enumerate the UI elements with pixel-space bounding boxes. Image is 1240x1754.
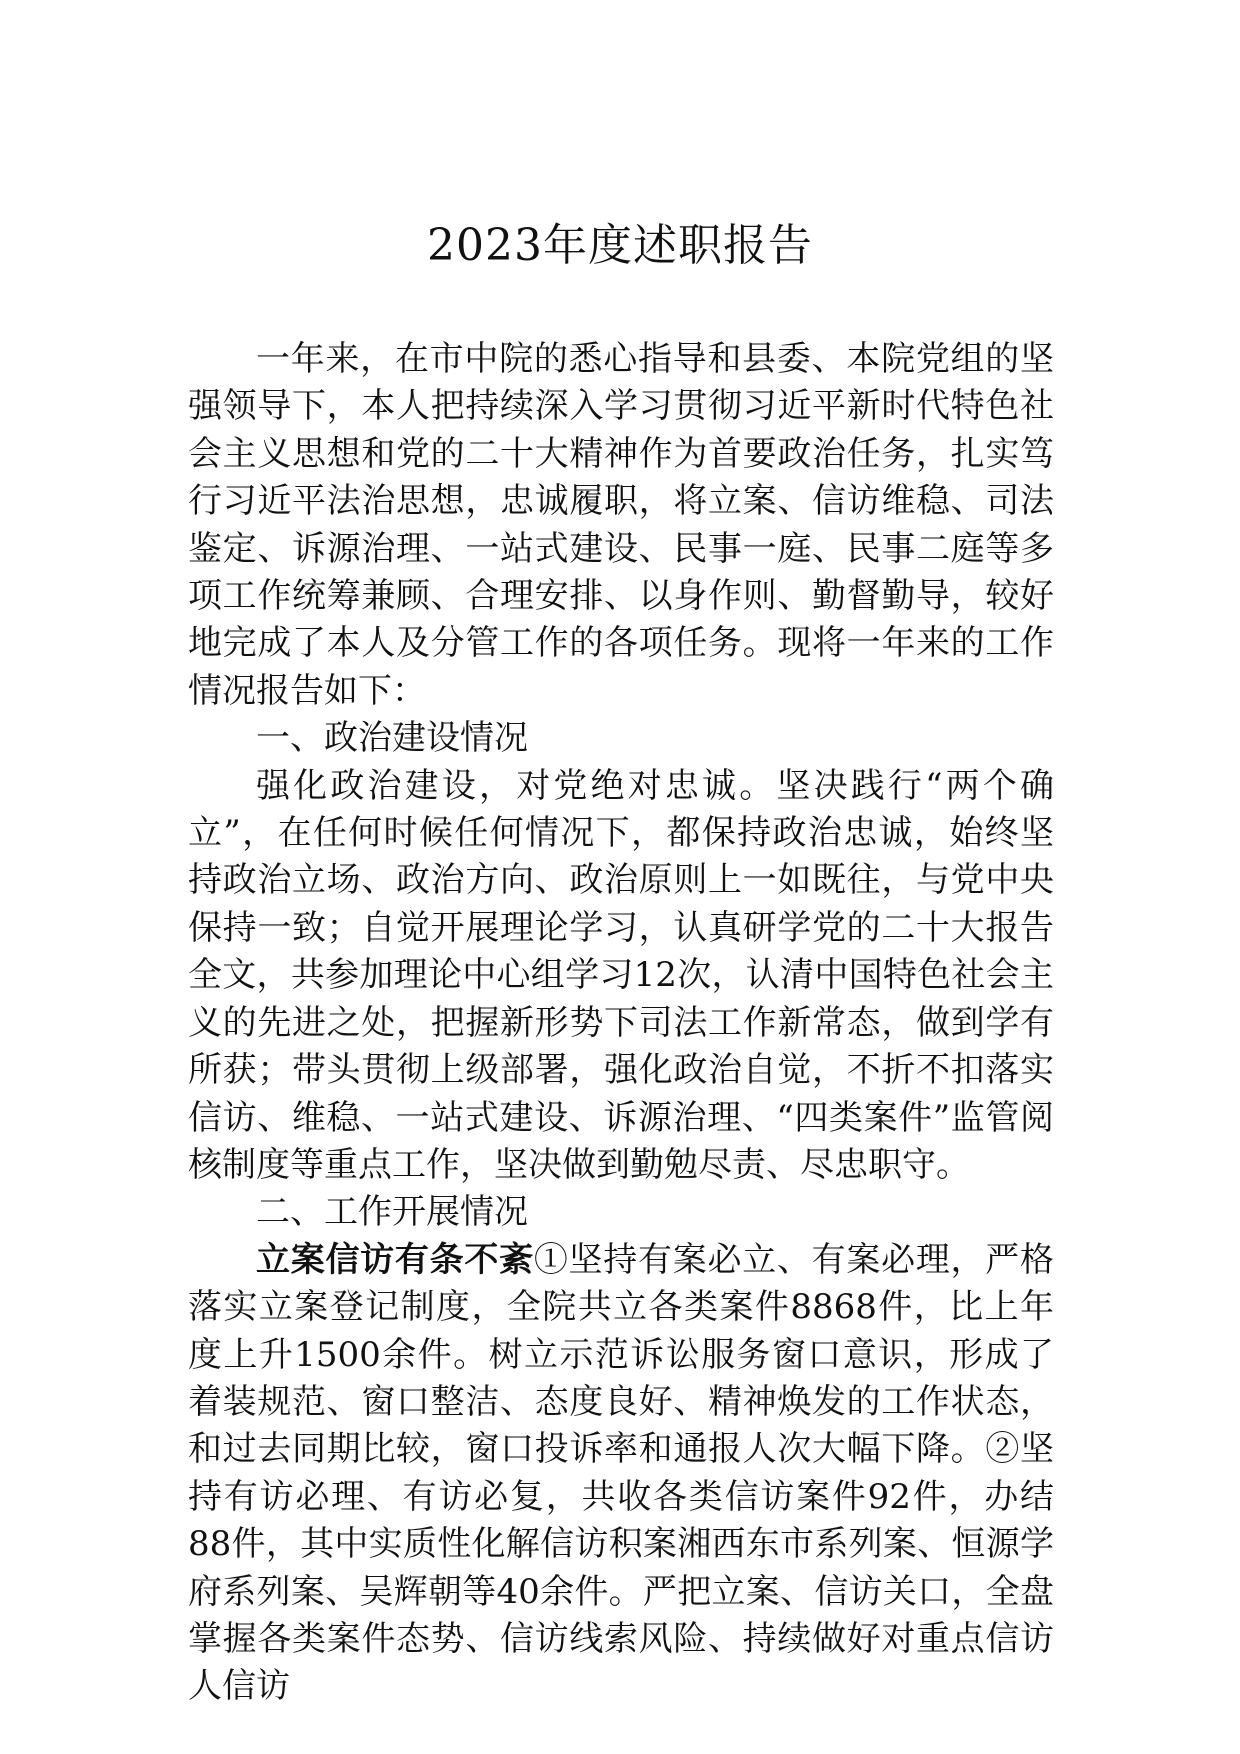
section-heading-work: 二、工作开展情况 (256, 1192, 528, 1233)
section-heading-political: 一、政治建设情况 (256, 718, 528, 759)
document-body (188, 336, 1054, 1711)
work-paragraph-text: ①坚持有案必立、有案必理，严格落实立案登记制度，全院共立各类案件8868件，比上年度上升1500余件。树立示范诉讼服务窗口意识，形成了着装规范、窗口整洁、态度良好、精神焕发的工作状态，和过去同期比较，窗口投诉率和通报人次大幅下降。②坚持有访必理、有访必复，共收各类信访案件92件，办结88件，其中实质性化解信访积案湘西东市系列案、恒源学府系列案、吴辉朝等40余件。严把立案、信访关口，全盘掌握各类案件态势、信访线索风险、持续做好对重点信访人信访 (188, 1239, 1055, 1707)
document-title: 2023年度述职报告 (427, 220, 813, 271)
intro-paragraph: 一年来，在市中院的悉心指导和县委、本院党组的坚强领导下，本人把持续深入学习贯彻习近平新时代特色社会主义思想和党的二十大精神作为首要政治任务，扎实笃行习近平法治思想，忠诚履职，将立案、信访维稳、司法鉴定、诉源治理、一站式建设、民事一庭、民事二庭等多项工作统筹兼顾、合理安排、以身作则、勤督勤导，较好地完成了本人及分管工作的各项任务。现将一年来的工作情况报告如下： (188, 339, 1054, 711)
political-paragraph: 强化政治建设，对党绝对忠诚。坚决践行“两个确立”，在任何时候任何情况下，都保持政治忠诚，始终坚持政治立场、政治方向、政治原则上一如既往，与党中央保持一致；自觉开展理论学习，认真研学党的二十大报告全文，共参加理论中心组学习12次，认清中国特色社会主义的先进之处，把握新形势下司法工作新常态，做到学有所获；带头贯彻上级部署，强化政治自觉，不折不扣落实信访、维稳、一站式建设、诉源治理、“四类案件”监管阅核制度等重点工作，坚决做到勤勉尽责、尽忠职守。 (188, 765, 1054, 1185)
paragraph-lead-phrase: 立案信访有条不紊 (256, 1239, 534, 1280)
work-paragraph (188, 1237, 1054, 1711)
